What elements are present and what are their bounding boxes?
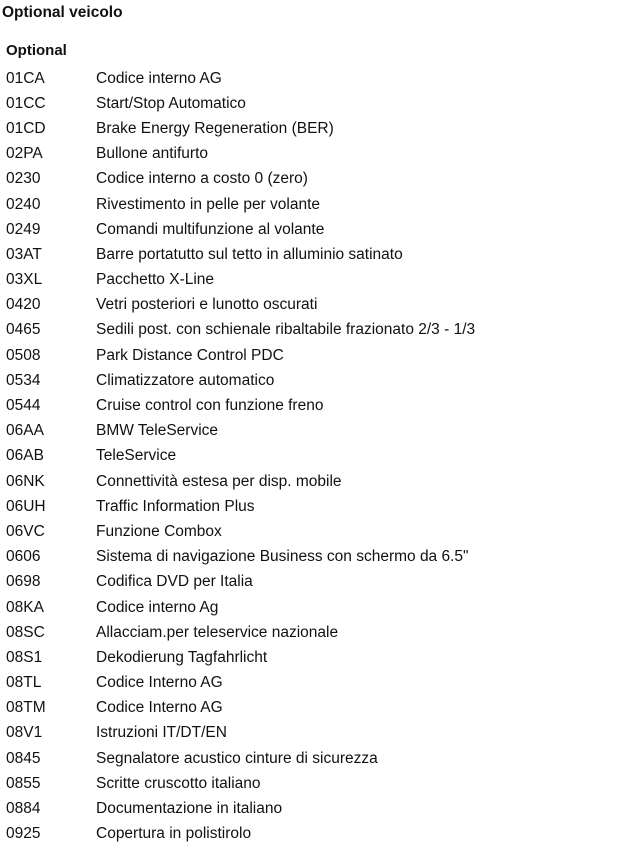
option-code: 0884 [6, 800, 41, 818]
option-description: Sedili post. con schienale ribaltabile frazionato 2/3 - 1/3 [96, 321, 476, 339]
option-row [6, 91, 626, 116]
option-row [6, 217, 626, 242]
option-description: Cruise control con funzione freno [96, 397, 324, 415]
option-code: 0606 [6, 548, 41, 566]
option-code: 0698 [6, 573, 41, 591]
option-code: 06AB [6, 447, 44, 465]
option-description: Barre portatutto sul tetto in alluminio satinato [96, 245, 403, 263]
option-description: Documentazione in italiano [96, 800, 283, 818]
option-code: 01CD [6, 119, 46, 137]
option-row [6, 620, 626, 645]
option-row [6, 771, 626, 796]
option-row [6, 167, 626, 192]
option-description: Start/Stop Automatico [96, 94, 246, 112]
option-code: 08SC [6, 623, 45, 641]
option-row [6, 469, 626, 494]
option-code: 0845 [6, 749, 41, 767]
option-code: 03AT [6, 245, 42, 263]
option-row [6, 368, 626, 393]
section-heading: Optional [6, 42, 67, 59]
option-row [6, 444, 626, 469]
option-row [6, 343, 626, 368]
option-description: Bullone antifurto [96, 145, 209, 163]
option-code: 0855 [6, 774, 41, 792]
option-description: Codice Interno AG [96, 699, 223, 717]
option-row [6, 393, 626, 418]
option-code: 06AA [6, 422, 44, 440]
option-row [6, 192, 626, 217]
option-row [6, 671, 626, 696]
option-description: Climatizzatore automatico [96, 371, 275, 389]
option-row [6, 66, 626, 91]
option-code: 0249 [6, 220, 41, 238]
option-description: Scritte cruscotto italiano [96, 774, 261, 792]
options-list [6, 66, 626, 847]
option-row [6, 746, 626, 771]
option-code: 08V1 [6, 724, 43, 742]
option-row [6, 293, 626, 318]
option-row [6, 142, 626, 167]
option-code: 0230 [6, 170, 41, 188]
option-code: 08KA [6, 598, 44, 616]
option-description: BMW TeleService [96, 422, 219, 440]
option-description: Codice interno a costo 0 (zero) [96, 170, 308, 188]
option-description: Dekodierung Tagfahrlicht [96, 648, 268, 666]
option-description: Brake Energy Regeneration (BER) [96, 119, 334, 137]
option-row [6, 519, 626, 544]
option-row [6, 268, 626, 293]
option-description: Segnalatore acustico cinture di sicurezza [96, 749, 378, 767]
option-code: 08S1 [6, 648, 43, 666]
option-description: Rivestimento in pelle per volante [96, 195, 321, 213]
option-code: 0508 [6, 346, 41, 364]
option-row [6, 721, 626, 746]
option-description: Allacciam.per teleservice nazionale [96, 623, 339, 641]
option-row [6, 796, 626, 821]
option-description: Funzione Combox [96, 522, 222, 540]
option-code: 0240 [6, 195, 41, 213]
option-row [6, 645, 626, 670]
option-row [6, 696, 626, 721]
option-description: Copertura in polistirolo [96, 825, 252, 843]
option-description: Connettività estesa per disp. mobile [96, 472, 342, 490]
option-description: Codice interno Ag [96, 598, 219, 616]
option-row [6, 595, 626, 620]
option-code: 01CC [6, 94, 46, 112]
option-code: 08TM [6, 699, 46, 717]
option-code: 0420 [6, 296, 41, 314]
option-code: 02PA [6, 145, 43, 163]
option-row [6, 822, 626, 847]
option-code: 08TL [6, 674, 42, 692]
option-description: Istruzioni IT/DT/EN [96, 724, 227, 742]
option-code: 06UH [6, 497, 46, 515]
option-description: Vetri posteriori e lunotto oscurati [96, 296, 318, 314]
option-code: 06VC [6, 522, 45, 540]
option-description: Codice Interno AG [96, 674, 223, 692]
option-row [6, 242, 626, 267]
option-description: Codifica DVD per Italia [96, 573, 253, 591]
option-description: Comandi multifunzione al volante [96, 220, 325, 238]
option-row [6, 545, 626, 570]
option-code: 0925 [6, 825, 41, 843]
option-description: Codice interno AG [96, 69, 222, 87]
option-description: Sistema di navigazione Business con schermo da 6.5" [96, 548, 469, 566]
option-code: 01CA [6, 69, 45, 87]
option-row [6, 318, 626, 343]
option-row [6, 419, 626, 444]
option-code: 0465 [6, 321, 41, 339]
option-row [6, 116, 626, 141]
option-row [6, 494, 626, 519]
option-code: 0534 [6, 371, 41, 389]
page-title: Optional veicolo [2, 4, 123, 21]
option-code: 03XL [6, 271, 43, 289]
option-description: Park Distance Control PDC [96, 346, 284, 364]
option-code: 06NK [6, 472, 45, 490]
option-description: TeleService [96, 447, 177, 465]
option-row [6, 570, 626, 595]
option-code: 0544 [6, 397, 41, 415]
option-description: Pacchetto X-Line [96, 271, 215, 289]
option-description: Traffic Information Plus [96, 497, 255, 515]
